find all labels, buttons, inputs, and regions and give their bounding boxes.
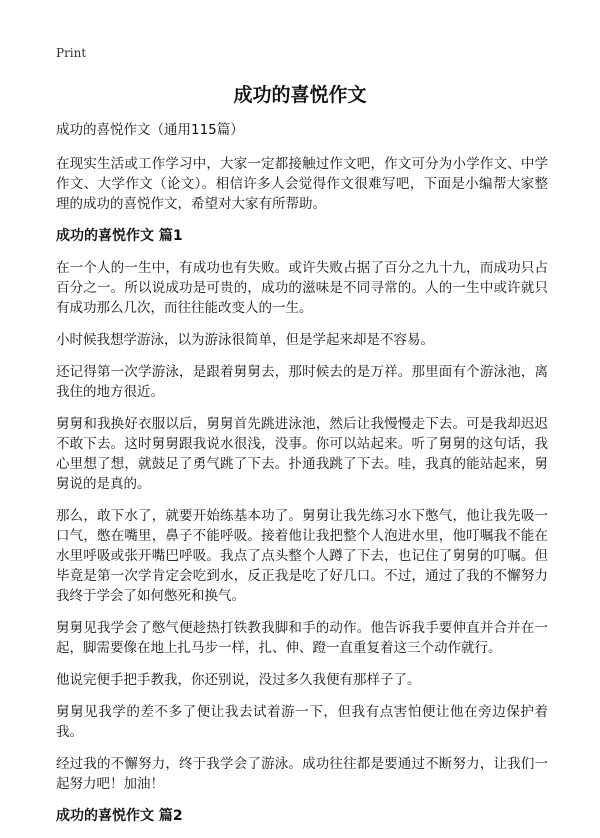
article-subtitle: 成功的喜悦作文（通用115篇） bbox=[56, 122, 244, 138]
print-link[interactable]: Print bbox=[56, 46, 87, 60]
body-paragraph: 还记得第一次学游泳，是跟着舅舅去，那时候去的是万祥。那里面有个游泳池，离我住的地方很近。 bbox=[56, 364, 548, 400]
intro-paragraph: 在现实生活或工作学习中，大家一定都接触过作文吧，作文可分为小学作文、中学作文、大学作文（论文）。相信许多人会觉得作文很难写吧，下面是小编帮大家整理的成功的喜悦作文，希望对大家有所帮助。 bbox=[56, 156, 548, 212]
section-heading: 成功的喜悦作文 篇2 bbox=[56, 808, 183, 824]
body-paragraph: 舅舅和我换好衣服以后，舅舅首先跳进泳池，然后让我慢慢走下去。可是我却迟迟不敢下去。这时舅舅跟我说水很浅，没事。你可以站起来。听了舅舅的这句话，我心里想了想，就鼓足了勇气跳了下去。扑通我跳了下去。哇，我真的能站起来，舅舅说的是真的。 bbox=[56, 416, 548, 492]
body-paragraph: 经过我的不懈努力，终于我学会了游泳。成功往往都是要通过不断努力，让我们一起努力吧！加油！ bbox=[56, 756, 548, 792]
article-body bbox=[56, 120, 548, 838]
section-heading: 成功的喜悦作文 篇1 bbox=[56, 228, 183, 244]
body-paragraph: 舅舅见我学会了憋气便趁热打铁教我脚和手的动作。他告诉我手要伸直并合并在一起，脚需要像在地上扎马步一样，扎、伸、蹬一直重复着这三个动作就行。 bbox=[56, 620, 548, 656]
body-paragraph: 舅舅见我学的差不多了便让我去试着游一下，但我有点害怕便让他在旁边保护着我。 bbox=[56, 704, 548, 740]
body-paragraph: 那么，敢下水了，就要开始练基本功了。舅舅让我先练习水下憋气，他让我先吸一口气，憋在嘴里，鼻子不能呼吸。接着他让我把整个人泡进水里，他叮嘱我不能在水里呼吸或张开嘴巴呼吸。我点了点头整个人蹲了下去，也记住了舅舅的叮嘱。但毕竟是第一次学肯定会吃到水，反正我是吃了好几口。不过，通过了我的不懈努力我终于学会了如何憋死和换气。 bbox=[56, 508, 548, 604]
body-paragraph: 小时候我想学游泳，以为游泳很简单，但是学起来却是不容易。 bbox=[56, 332, 434, 348]
body-paragraph: 他说完便手把手教我，你还别说，没过多久我便有那样子了。 bbox=[56, 672, 421, 688]
body-paragraph: 在一个人的一生中，有成功也有失败。或许失败占据了百分之九十九，而成功只占百分之一。所以说成功是可贵的，成功的滋味是不同寻常的。人的一生中或许就只有成功那么几次，而往往能改变人的一生。 bbox=[56, 260, 548, 316]
page-title: 成功的喜悦作文 bbox=[233, 84, 367, 106]
